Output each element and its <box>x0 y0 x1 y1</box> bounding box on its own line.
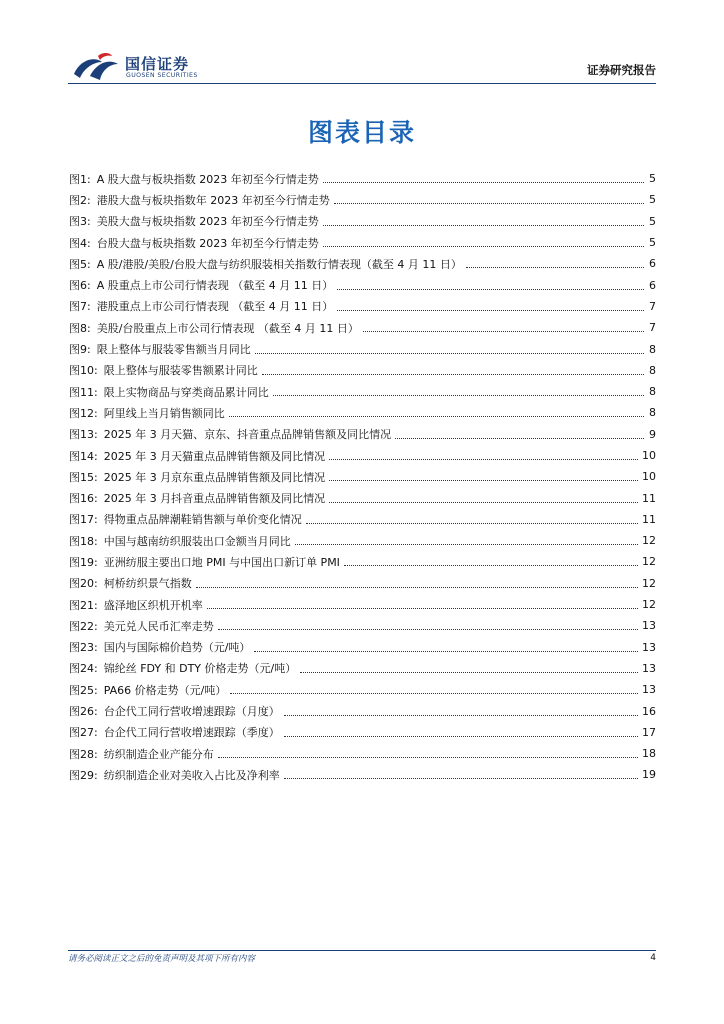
toc-entry-title: 中国与越南纺织服装出口金额当月同比 <box>103 534 291 548</box>
toc-entry-number: 图12: <box>69 406 98 420</box>
toc-entry-title: 港股大盘与板块指数年 2023 年初至今行情走势 <box>96 193 330 207</box>
toc-entry-page: 19 <box>642 768 656 782</box>
toc-entry[interactable] <box>69 573 656 594</box>
toc-entry-title: 2025 年 3 月京东重点品牌销售额及同比情况 <box>103 470 326 484</box>
toc-entry-number: 图24: <box>69 662 98 676</box>
toc-dot-leader <box>344 565 638 566</box>
toc-entry-number: 图1: <box>69 172 91 186</box>
toc-entry-page: 7 <box>649 299 656 313</box>
toc-entry-number: 图29: <box>69 768 98 782</box>
report-type-label: 证券研究报告 <box>587 63 656 77</box>
toc-entry-title: A 股大盘与板块指数 2023 年初至今行情走势 <box>96 172 319 186</box>
toc-dot-leader <box>284 736 638 737</box>
toc-entry-number: 图11: <box>69 385 98 399</box>
toc-entry[interactable] <box>69 722 656 743</box>
toc-entry-page: 10 <box>642 449 656 462</box>
toc-entry-title: 阿里线上当月销售额同比 <box>103 406 225 420</box>
toc-entry[interactable] <box>69 189 656 210</box>
toc-entry-page: 13 <box>642 683 656 697</box>
toc-dot-leader <box>207 608 638 609</box>
toc-dot-leader <box>254 651 638 652</box>
toc-dot-leader <box>284 778 638 779</box>
toc-entry-number: 图2: <box>69 193 91 207</box>
toc-entry-title: 限上整体与服装零售额累计同比 <box>103 364 258 378</box>
toc-entry-page: 7 <box>649 321 656 335</box>
toc-entry-page: 5 <box>649 214 656 228</box>
toc-entry-title: A 股重点上市公司行情表现 （截至 4 月 11 日） <box>96 279 334 293</box>
toc-dot-leader <box>329 459 638 460</box>
toc-entry-title: 2025 年 3 月天猫重点品牌销售额及同比情况 <box>103 449 326 463</box>
toc-entry-title: 锦纶丝 FDY 和 DTY 价格走势（元/吨） <box>103 662 297 676</box>
toc-entry[interactable] <box>69 168 656 189</box>
toc-entry[interactable] <box>69 402 656 423</box>
toc-entry-title: 台股大盘与板块指数 2023 年初至今行情走势 <box>96 236 319 250</box>
toc-entry-number: 图13: <box>69 428 98 442</box>
toc-dot-leader <box>466 267 644 268</box>
toc-entry[interactable] <box>69 296 656 317</box>
toc-entry[interactable] <box>69 487 656 508</box>
toc-entry-number: 图20: <box>69 577 98 591</box>
toc-entry-page: 10 <box>642 470 656 484</box>
toc-dot-leader <box>363 331 644 332</box>
toc-entry-title: 台企代工同行营收增速跟踪（季度） <box>103 726 280 740</box>
toc-entry-title: 亚洲纺服主要出口地 PMI 与中国出口新订单 PMI <box>103 555 340 569</box>
toc-entry[interactable] <box>69 551 656 572</box>
toc-entry-page: 13 <box>642 640 656 654</box>
toc-entry-page: 5 <box>649 193 656 207</box>
toc-entry-page: 18 <box>642 747 656 761</box>
toc-dot-leader <box>262 374 644 375</box>
toc-entry[interactable] <box>69 658 656 679</box>
toc-entry-title: 港股重点上市公司行情表现 （截至 4 月 11 日） <box>96 300 334 314</box>
toc-entry-page: 5 <box>649 236 656 250</box>
toc-entry-title: A 股/港股/美股/台股大盘与纺织服装相关指数行情表现（截至 4 月 11 日） <box>96 257 462 271</box>
toc-entry[interactable] <box>69 700 656 721</box>
toc-entry-page: 12 <box>642 555 656 569</box>
logo-text-en: GUOSEN SECURITIES <box>126 72 198 79</box>
toc-entry[interactable] <box>69 232 656 253</box>
toc-entry-title: 国内与国际棉价趋势（元/吨） <box>103 641 251 655</box>
toc-entry-number: 图27: <box>69 726 98 740</box>
toc-entry-number: 图14: <box>69 449 98 463</box>
toc-entry-title: 限上整体与服装零售额当月同比 <box>96 343 251 357</box>
toc-entry-number: 图6: <box>69 279 91 293</box>
toc-dot-leader <box>196 587 638 588</box>
toc-dot-leader <box>395 438 644 439</box>
disclaimer-text: 请务必阅读正文之后的免责声明及其项下所有内容 <box>68 954 256 964</box>
toc-entry[interactable] <box>69 637 656 658</box>
toc-dot-leader <box>218 629 638 630</box>
toc-dot-leader <box>337 289 644 290</box>
toc-entry-page: 17 <box>642 725 656 739</box>
toc-entry-title: 2025 年 3 月天猫、京东、抖音重点品牌销售额及同比情况 <box>103 428 392 442</box>
toc-entry-number: 图5: <box>69 257 91 271</box>
toc-entry-title: 纺织制造企业产能分布 <box>103 747 214 761</box>
toc-entry-number: 图28: <box>69 747 98 761</box>
guosen-logo <box>68 50 238 86</box>
toc-entry-number: 图3: <box>69 215 91 229</box>
toc-entry[interactable] <box>69 338 656 359</box>
toc-entry-page: 9 <box>649 427 656 441</box>
toc-dot-leader <box>230 693 638 694</box>
toc-dot-leader <box>284 715 638 716</box>
toc-entry[interactable] <box>69 360 656 381</box>
toc-dot-leader <box>334 203 644 204</box>
toc-entry-title: 纺织制造企业对美收入占比及净利率 <box>103 768 280 782</box>
toc-entry-page: 5 <box>649 172 656 186</box>
toc-entry-title: 限上实物商品与穿类商品累计同比 <box>103 385 269 399</box>
toc-entry[interactable] <box>69 211 656 232</box>
toc-entry-page: 12 <box>642 598 656 612</box>
toc-entry-page: 8 <box>649 385 656 399</box>
toc-entry-page: 6 <box>649 257 656 271</box>
toc-entry-title: 得物重点品牌潮鞋销售额与单价变化情况 <box>103 513 302 527</box>
toc-entry-title: 柯桥纺织景气指数 <box>103 577 192 591</box>
toc-entry-number: 图7: <box>69 300 91 314</box>
toc-entry[interactable] <box>69 764 656 785</box>
toc-entry[interactable] <box>69 530 656 551</box>
toc-entry-page: 11 <box>642 491 656 505</box>
toc-entry-page: 12 <box>642 534 656 548</box>
toc-dot-leader <box>337 310 644 311</box>
toc-dot-leader <box>329 502 638 503</box>
toc-entry-title: 盛泽地区织机开机率 <box>103 598 203 612</box>
toc-entry-number: 图21: <box>69 598 98 612</box>
toc-entry-title: 美元兑人民币汇率走势 <box>103 619 214 633</box>
toc-entry-page: 6 <box>649 278 656 292</box>
toc-entry-number: 图23: <box>69 641 98 655</box>
toc-dot-leader <box>273 395 644 396</box>
toc-entry-number: 图9: <box>69 343 91 357</box>
page-header <box>68 50 656 86</box>
guosen-logo-icon <box>72 52 122 82</box>
toc-entry-title: 美股大盘与板块指数 2023 年初至今行情走势 <box>96 215 319 229</box>
toc-entry-page: 16 <box>642 704 656 718</box>
page-number: 4 <box>650 953 656 963</box>
toc-entry-page: 8 <box>649 363 656 377</box>
toc-entry-number: 图17: <box>69 513 98 527</box>
header-divider <box>68 83 656 84</box>
toc-entry[interactable] <box>69 594 656 615</box>
toc-entry-page: 12 <box>642 576 656 590</box>
toc-dot-leader <box>306 523 638 524</box>
toc-entry[interactable] <box>69 445 656 466</box>
toc-entry-number: 图26: <box>69 705 98 719</box>
toc-entry[interactable] <box>69 743 656 764</box>
toc-entry-page: 8 <box>649 406 656 420</box>
toc-entry-number: 图22: <box>69 619 98 633</box>
toc-entry-page: 8 <box>649 342 656 356</box>
toc-entry-page: 11 <box>642 512 656 526</box>
toc-dot-leader <box>229 416 644 417</box>
toc-entry-number: 图25: <box>69 683 98 697</box>
toc-dot-leader <box>295 544 638 545</box>
toc-dot-leader <box>218 757 638 758</box>
toc-dot-leader <box>323 246 644 247</box>
toc-dot-leader <box>255 353 644 354</box>
toc-entry[interactable] <box>69 317 656 338</box>
toc-entry[interactable] <box>69 466 656 487</box>
logo-text-cn: 国信证券 <box>125 55 190 73</box>
table-of-figures <box>69 168 656 786</box>
toc-entry-page: 13 <box>642 661 656 675</box>
toc-entry-number: 图15: <box>69 470 98 484</box>
toc-entry[interactable] <box>69 381 656 402</box>
page-title: 图表目录 <box>307 118 416 147</box>
toc-entry[interactable] <box>69 615 656 636</box>
footer-divider <box>68 950 656 951</box>
toc-entry-title: 美股/台股重点上市公司行情表现 （截至 4 月 11 日） <box>96 321 359 335</box>
toc-entry-number: 图10: <box>69 364 98 378</box>
toc-entry-number: 图19: <box>69 555 98 569</box>
toc-entry[interactable] <box>69 274 656 295</box>
toc-entry-title: PA66 价格走势（元/吨） <box>103 683 227 697</box>
toc-dot-leader <box>323 225 644 226</box>
toc-entry-number: 图16: <box>69 492 98 506</box>
toc-entry-title: 台企代工同行营收增速跟踪（月度） <box>103 705 280 719</box>
toc-entry-page: 13 <box>642 619 656 633</box>
toc-entry-number: 图18: <box>69 534 98 548</box>
toc-entry[interactable] <box>69 424 656 445</box>
toc-entry-number: 图4: <box>69 236 91 250</box>
toc-entry[interactable] <box>69 509 656 530</box>
toc-dot-leader <box>329 480 638 481</box>
toc-entry-title: 2025 年 3 月抖音重点品牌销售额及同比情况 <box>103 492 326 506</box>
toc-dot-leader <box>323 182 644 183</box>
toc-dot-leader <box>300 672 638 673</box>
toc-entry[interactable] <box>69 253 656 274</box>
toc-entry-number: 图8: <box>69 321 91 335</box>
toc-entry[interactable] <box>69 679 656 700</box>
